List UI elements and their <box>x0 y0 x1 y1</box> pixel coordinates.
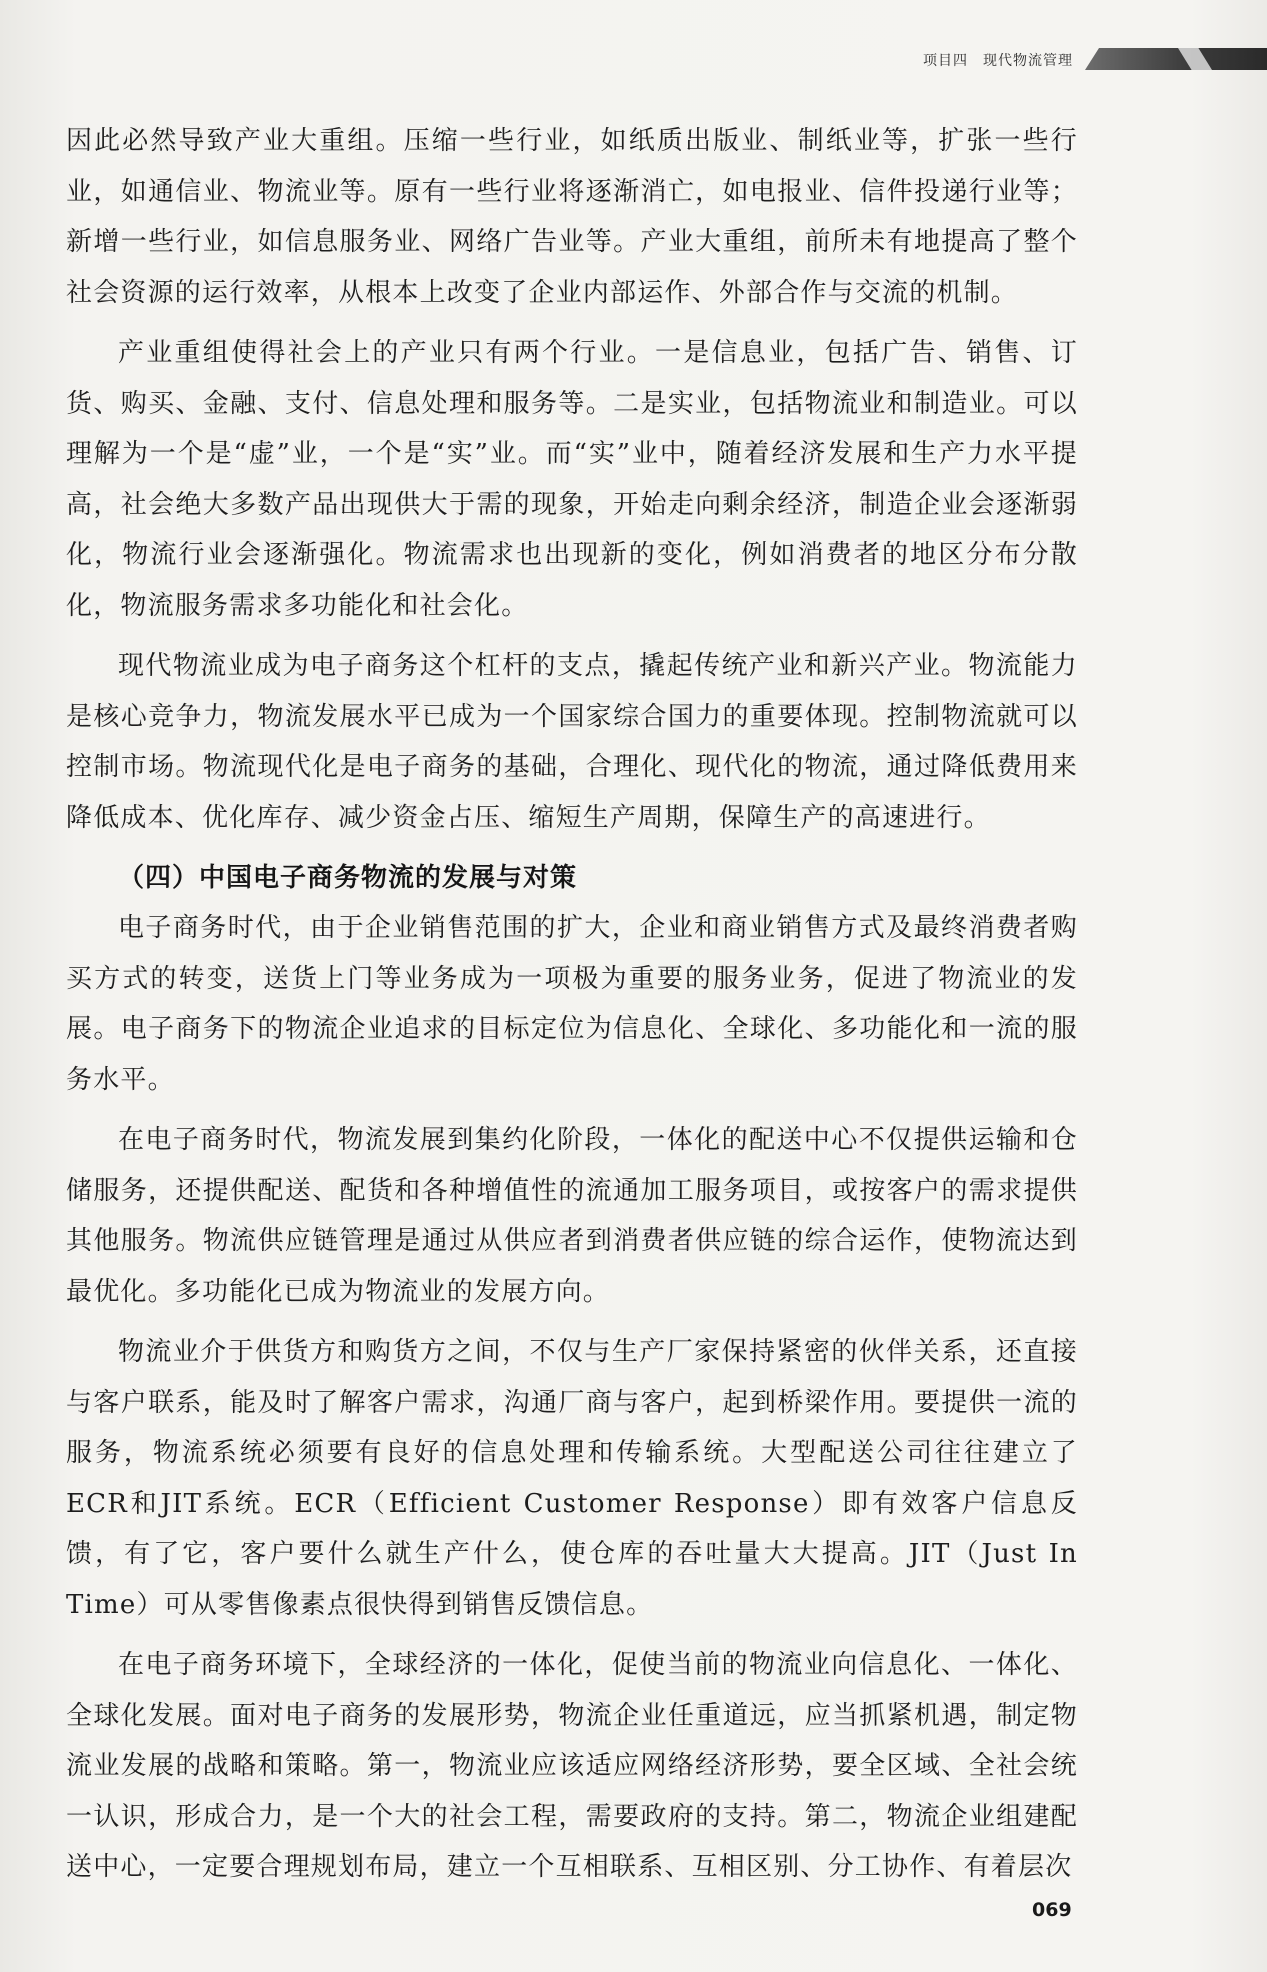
running-header <box>0 44 1267 74</box>
paragraph-3: 现代物流业成为电子商务这个杠杆的支点，撬起传统产业和新兴产业。物流能力是核心竞争力，物流发展水平已成为一个国家综合国力的重要体现。控制物流就可以控制市场。物流现代化是电子商务的基础，合理化、现代化的物流，通过降低费用来降低成本、优化库存、减少资金占压、缩短生产周期，保障生产的高速进行。 <box>66 651 1078 833</box>
paragraph-6: 物流业介于供货方和购货方之间，不仅与生产厂家保持紧密的伙伴关系，还直接与客户联系，能及时了解客户需求，沟通厂商与客户，起到桥梁作用。要提供一流的服务，物流系统必须要有良好的信息处理和传输系统。大型配送公司往往建立了ECR和JIT系统。ECR（Efficient Customer Response）即有效客户信息反馈，有了它，客户要什么就生产什么，使仓库的吞吐量大大提高。JIT（Just In Time）可从零售像素点很快得到销售反馈信息。 <box>66 1337 1078 1620</box>
page-body <box>66 116 1078 1903</box>
paragraph-7: 在电子商务环境下，全球经济的一体化，促使当前的物流业向信息化、一体化、全球化发展。面对电子商务的发展形势，物流企业任重道远，应当抓紧机遇，制定物流业发展的战略和策略。第一，物流业应该适应网络经济形势，要全区域、全社会统一认识，形成合力，是一个大的社会工程，需要政府的支持。第二，物流企业组建配送中心，一定要合理规划布局，建立一个互相联系、互相区别、分工协作、有着层次 <box>66 1650 1078 1882</box>
header-decorative-bar <box>1085 48 1267 70</box>
page-number: 069 <box>1032 1899 1072 1921</box>
paragraph-1: 因此必然导致产业大重组。压缩一些行业，如纸质出版业、制纸业等，扩张一些行业，如通信业、物流业等。原有一些行业将逐渐消亡，如电报业、信件投递行业等；新增一些行业，如信息服务业、网络广告业等。产业大重组，前所未有地提高了整个社会资源的运行效率，从根本上改变了企业内部运作、外部合作与交流的机制。 <box>66 126 1078 308</box>
paragraph-5: 在电子商务时代，物流发展到集约化阶段，一体化的配送中心不仅提供运输和仓储服务，还提供配送、配货和各种增值性的流通加工服务项目，或按客户的需求提供其他服务。物流供应链管理是通过从供应者到消费者供应链的综合运作，使物流达到最优化。多功能化已成为物流业的发展方向。 <box>66 1125 1078 1307</box>
paragraph-2: 产业重组使得社会上的产业只有两个行业。一是信息业，包括广告、销售、订货、购买、金融、支付、信息处理和服务等。二是实业，包括物流业和制造业。可以理解为一个是“虚”业，一个是“实”业。而“实”业中，随着经济发展和生产力水平提高，社会绝大多数产品出现供大于需的现象，开始走向剩余经济，制造企业会逐渐弱化，物流行业会逐渐强化。物流需求也出现新的变化，例如消费者的地区分布分散化，物流服务需求多功能化和社会化。 <box>66 338 1078 621</box>
section-heading: （四）中国电子商务物流的发展与对策 <box>118 863 578 893</box>
running-header-title: 项目四 现代物流管理 <box>923 53 1073 69</box>
paragraph-4: 电子商务时代，由于企业销售范围的扩大，企业和商业销售方式及最终消费者购买方式的转变，送货上门等业务成为一项极为重要的服务业务，促进了物流业的发展。电子商务下的物流企业追求的目标定位为信息化、全球化、多功能化和一流的服务水平。 <box>66 913 1078 1095</box>
